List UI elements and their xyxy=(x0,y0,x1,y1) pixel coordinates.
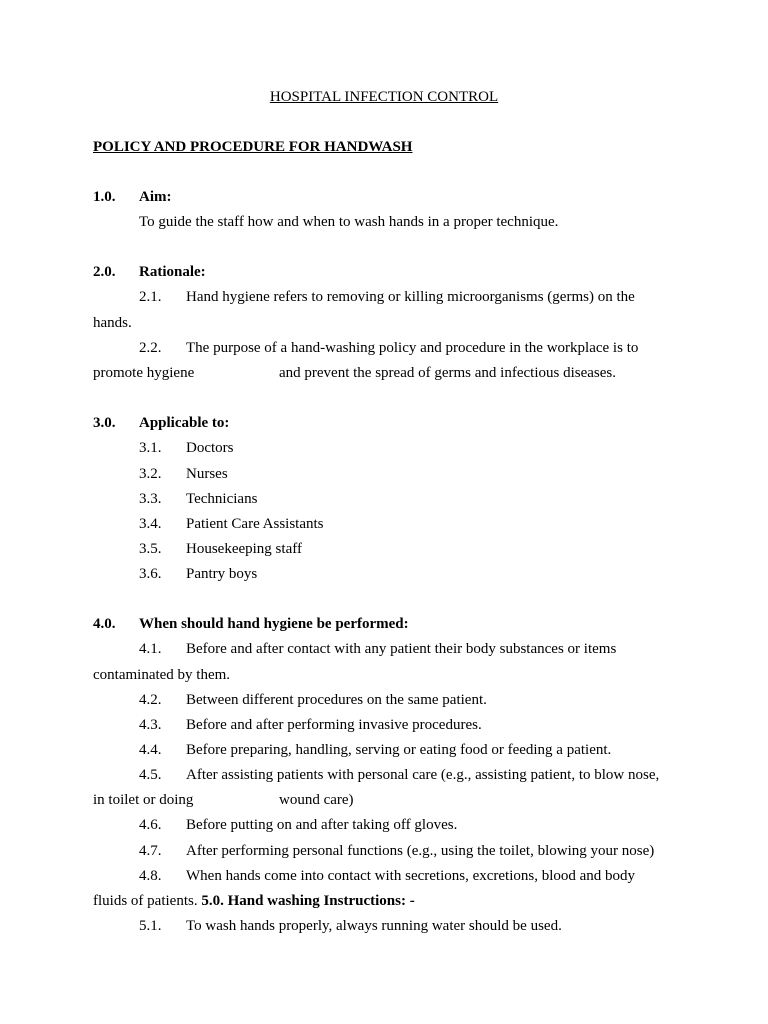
section-number: 3.0. xyxy=(93,415,116,431)
item-number: 5.1. xyxy=(139,918,162,934)
section-number: 1.0. xyxy=(93,189,116,205)
item-text: Nurses xyxy=(186,466,228,482)
item-number: 3.5. xyxy=(139,541,162,557)
item-text: Before preparing, handling, serving or eating food or feeding a patient. xyxy=(186,742,612,758)
item-number: 4.2. xyxy=(139,692,162,708)
section-heading: When should hand hygiene be performed: xyxy=(139,616,409,632)
item-text: After assisting patients with personal care (e.g., assisting patient, to blow nose, xyxy=(186,767,660,783)
item-number: 2.1. xyxy=(139,289,162,305)
item-number: 3.4. xyxy=(139,516,162,532)
item-number: 4.6. xyxy=(139,817,162,833)
document-subtitle: POLICY AND PROCEDURE FOR HANDWASH xyxy=(93,139,413,155)
item-number: 2.2. xyxy=(139,340,162,356)
item-text: The purpose of a hand-washing policy and procedure in the workplace is to xyxy=(186,340,639,356)
item-number: 4.5. xyxy=(139,767,162,783)
item-continuation: in toilet or doing xyxy=(93,792,194,808)
item-text: When hands come into contact with secretions, excretions, blood and body xyxy=(186,868,636,884)
item-text: Housekeeping staff xyxy=(186,541,302,557)
item-continuation: wound care) xyxy=(279,792,354,808)
item-continuation: promote hygiene xyxy=(93,365,195,381)
item-text: Before and after contact with any patient their body substances or items xyxy=(186,641,617,657)
item-continuation-with-heading xyxy=(93,892,415,910)
item-text: Before and after performing invasive procedures. xyxy=(186,717,482,733)
item-continuation: and prevent the spread of germs and infectious diseases. xyxy=(279,365,616,381)
section-instructions-heading: 5.0. Hand washing Instructions: - xyxy=(201,893,415,909)
item-text: Hand hygiene refers to removing or killing microorganisms (germs) on the xyxy=(186,289,635,305)
item-text: Patient Care Assistants xyxy=(186,516,324,532)
item-number: 3.3. xyxy=(139,491,162,507)
item-continuation: fluids of patients. xyxy=(93,893,198,909)
item-number: 4.8. xyxy=(139,868,162,884)
item-text: To wash hands properly, always running water should be used. xyxy=(186,918,562,934)
item-text: Between different procedures on the same patient. xyxy=(186,692,487,708)
item-continuation: contaminated by them. xyxy=(93,667,231,683)
section-heading: Aim: xyxy=(139,189,172,205)
document-title: HOSPITAL INFECTION CONTROL xyxy=(269,89,499,105)
section-heading: Rationale: xyxy=(139,264,206,280)
item-number: 3.6. xyxy=(139,566,162,582)
section-heading: Applicable to: xyxy=(139,415,230,431)
item-text: Before putting on and after taking off gloves. xyxy=(186,817,458,833)
item-number: 4.1. xyxy=(139,641,162,657)
section-number: 2.0. xyxy=(93,264,116,280)
item-text: Pantry boys xyxy=(186,566,258,582)
item-number: 4.3. xyxy=(139,717,162,733)
item-number: 4.4. xyxy=(139,742,162,758)
item-number: 3.2. xyxy=(139,466,162,482)
item-number: 4.7. xyxy=(139,843,162,859)
item-text: Doctors xyxy=(186,440,234,456)
item-continuation: hands. xyxy=(93,315,132,331)
item-text: After performing personal functions (e.g., using the toilet, blowing your nose) xyxy=(186,843,655,859)
item-text: Technicians xyxy=(186,491,258,507)
section-number: 4.0. xyxy=(93,616,116,632)
section-aim-text: To guide the staff how and when to wash hands in a proper technique. xyxy=(139,214,559,230)
item-number: 3.1. xyxy=(139,440,162,456)
